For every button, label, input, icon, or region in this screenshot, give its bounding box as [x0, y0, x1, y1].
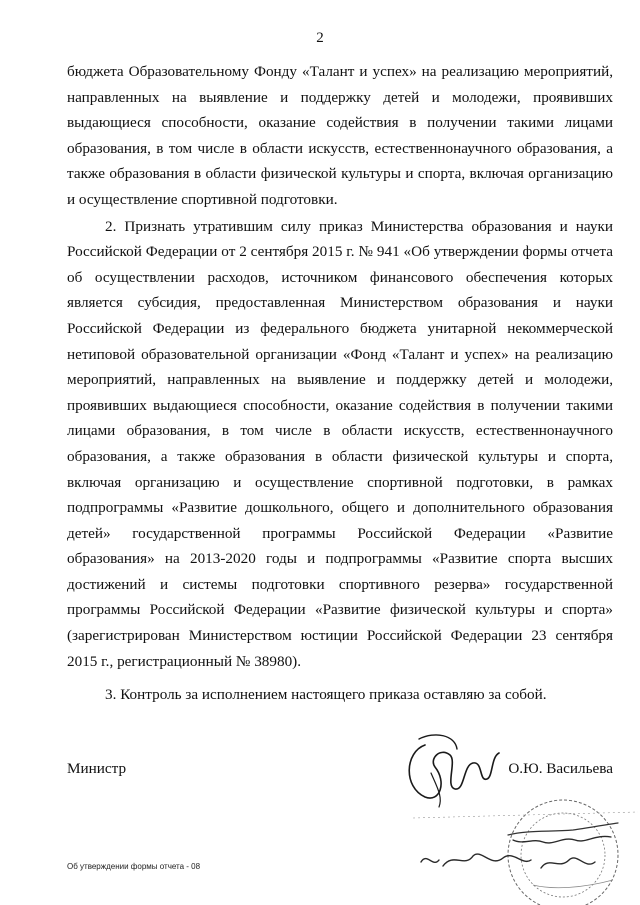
- paragraph-continuation: бюджета Образовательному Фонду «Талант и успех» на реализацию мероприятий, направленных на выявление и поддержку детей и молодежи, проявивших выдающиеся способности, оказание содействия в получении такими лицами образования, в том числе в области искусств, естественнонаучного образования, а также образования в области физической культуры и спорта, включая организацию и осуществление спортивной подготовки.: [67, 63, 613, 208]
- page-number: 2: [316, 30, 324, 46]
- document-body: [67, 59, 613, 708]
- approval-stamp: [413, 790, 638, 905]
- signer-title: Министр: [67, 760, 127, 777]
- paragraph-item-2: 2. Признать утратившим силу приказ Министерства образования и науки Российской Федерации от 2 сентября 2015 г. № 941 «Об утверждении формы отчета об осуществлении расходов, источником финансового обеспечения которых является субсидия, предоставленная Министерством образования и науки Российской Федерации из федерального бюджета унитарной некоммерческой нетиповой образовательной организации «Фонд «Талант и успех» на реализацию мероприятий, направленных на выявление и поддержку детей и молодежи, проявивших выдающиеся способности, оказание содействия в получении такими лицами образования, в том числе в области искусств, естественнонаучного образования, а также образования в области физической культуры и спорта, включая организацию и осуществление спортивной подготовки, в рамках подпрограммы «Развитие дошкольного, общего и дополнительного образования детей» государственной программы Российской Федерации «Развитие образования» на 2013-2020 годы и подпрограммы «Развитие спорта высших достижений и системы подготовки спортивного резерва» государственной программы Российской Федерации «Развитие физической культуры и спорта» (зарегистрирован Министерством юстиции Российской Федерации 23 сентября 2015 г., регистрационный № 38980).: [67, 217, 613, 670]
- signer-name: О.Ю. Васильева: [508, 760, 613, 777]
- footer-note: Об утверждении формы отчета - 08: [67, 862, 201, 871]
- paragraph-item-3: 3. Контроль за исполнением настоящего приказа оставляю за собой.: [105, 686, 547, 704]
